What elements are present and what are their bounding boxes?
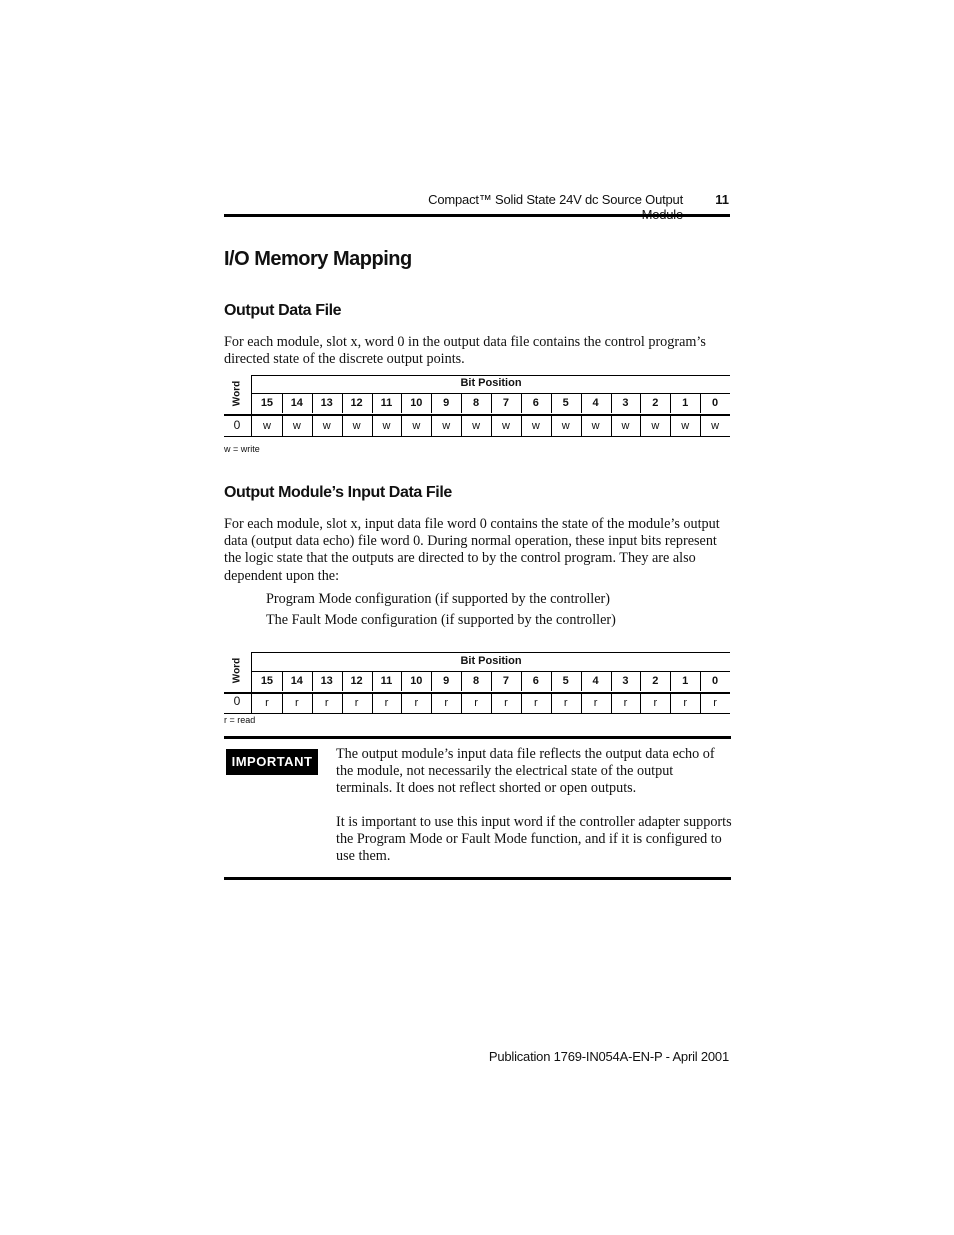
cell-divider (521, 693, 522, 713)
section-heading-input-data-file: Output Module’s Input Data File (224, 484, 452, 501)
cell-divider (521, 416, 522, 436)
cell-divider (581, 393, 582, 413)
important-badge: IMPORTANT (226, 749, 318, 775)
table-row-word: 0 (233, 694, 241, 708)
cell-divider (312, 416, 313, 436)
publication-footer: Publication 1769-IN054A-EN-P - April 2001 (488, 1049, 729, 1064)
bit-value-cell: r (265, 697, 269, 709)
bit-header-cell: 10 (410, 675, 423, 687)
bit-value-cell: r (713, 697, 717, 709)
table-row-word: 0 (233, 418, 241, 432)
section-paragraph-output-data-file: For each module, slot x, word 0 in the output data file contains the control program’s directed state of the discrete output points. (224, 334, 706, 368)
cell-divider (372, 693, 373, 713)
cell-divider (342, 416, 343, 436)
bit-value-cell: r (533, 697, 538, 709)
cell-divider (640, 416, 641, 436)
cell-divider (700, 416, 701, 436)
cell-divider (431, 416, 432, 436)
cell-divider (640, 393, 641, 413)
bit-header-cell: 4 (592, 397, 599, 409)
cell-divider (551, 693, 552, 713)
cell-divider (670, 416, 671, 436)
bit-table-input (224, 652, 730, 714)
bit-header-cell: 6 (532, 397, 539, 409)
bit-value-cell: r (653, 697, 658, 709)
cell-divider (282, 671, 283, 691)
cell-divider (401, 416, 402, 436)
cell-divider (282, 693, 283, 713)
bit-header-cell: 0 (712, 675, 719, 687)
cell-divider (581, 671, 582, 691)
bit-header-cell: 13 (320, 675, 333, 687)
cell-divider (611, 671, 612, 691)
bit-header-cell: 9 (443, 675, 450, 687)
bit-header-cell: 2 (652, 675, 659, 687)
important-top-rule (224, 736, 731, 739)
bit-header-cell: 6 (532, 675, 539, 687)
cell-divider (581, 416, 582, 436)
table-note: w = write (224, 444, 260, 454)
bit-value-cell: r (354, 697, 359, 709)
cell-divider (461, 416, 462, 436)
cell-divider (551, 416, 552, 436)
bit-value-cell: w (442, 420, 451, 432)
bit-value-cell: w (292, 420, 301, 432)
bit-value-cell: w (412, 420, 421, 432)
cell-divider (431, 693, 432, 713)
important-paragraph: The output module’s input data file reflects the output data echo of the module, not necessarily the electrical state of the output terminals. It does not reflect shorted or open outputs. (336, 746, 715, 797)
cell-divider (372, 416, 373, 436)
list-item: Program Mode configuration (if supported by the controller) (266, 591, 610, 607)
section-paragraph-input-data-file: For each module, slot x, input data file word 0 contains the state of the module’s output data (output data echo) file word 0. During normal operation, these input bits represent the logic state that the outputs are directed to by the control program. They are also dependent upon the: (224, 516, 720, 584)
cell-divider (342, 671, 343, 691)
cell-divider (700, 671, 701, 691)
cell-divider (670, 393, 671, 413)
cell-divider (551, 671, 552, 691)
cell-divider (461, 393, 462, 413)
bit-header-cell: 12 (350, 675, 363, 687)
bit-value-cell: r (414, 697, 419, 709)
bit-value-cell: w (262, 420, 271, 432)
cell-divider (491, 693, 492, 713)
cell-divider (431, 393, 432, 413)
bit-header-cell: 10 (410, 397, 423, 409)
bit-header-cell: 15 (260, 675, 274, 687)
bit-value-cell: w (501, 420, 510, 432)
bit-header-cell: 5 (562, 397, 569, 409)
bit-value-cell: r (623, 697, 628, 709)
cell-divider (611, 693, 612, 713)
bit-header-cell: 11 (380, 675, 393, 687)
bit-header-cell: 13 (320, 397, 333, 409)
bit-header-cell: 8 (473, 397, 480, 409)
cell-divider (670, 671, 671, 691)
list-item: The Fault Mode configuration (if supported by the controller) (266, 612, 616, 628)
cell-divider (491, 671, 492, 691)
bit-value-cell: w (322, 420, 331, 432)
word-column-label: Word (231, 657, 243, 684)
bit-value-cell: w (711, 420, 720, 432)
bit-header-cell: 9 (443, 397, 450, 409)
bit-header-cell: 7 (502, 675, 509, 687)
bit-table-output (224, 375, 730, 437)
bit-value-cell: w (651, 420, 660, 432)
cell-divider (372, 671, 373, 691)
bit-value-cell: r (504, 697, 508, 709)
bit-value-cell: w (621, 420, 630, 432)
cell-divider (670, 693, 671, 713)
table-note: r = read (224, 715, 256, 725)
bit-header-cell: 7 (502, 397, 509, 409)
cell-divider (431, 671, 432, 691)
cell-divider (581, 693, 582, 713)
cell-divider (521, 393, 522, 413)
cell-divider (700, 693, 701, 713)
cell-divider (312, 693, 313, 713)
cell-divider (312, 671, 313, 691)
cell-divider (461, 693, 462, 713)
bit-position-label: Bit Position (460, 377, 522, 389)
page-number: 11 (715, 192, 729, 207)
running-header: Compact™ Solid State 24V dc Source Output (428, 192, 683, 207)
bit-header-cell: 2 (652, 397, 659, 409)
bit-value-cell: r (683, 697, 688, 709)
cell-divider (551, 393, 552, 413)
cell-divider (401, 393, 402, 413)
bit-header-cell: 1 (682, 675, 689, 687)
cell-divider (491, 416, 492, 436)
bit-header-cell: 14 (290, 397, 303, 409)
cell-divider (461, 671, 462, 691)
bit-value-cell: w (352, 420, 361, 432)
bit-header-cell: 8 (473, 675, 480, 687)
bit-value-cell: w (591, 420, 600, 432)
cell-divider (282, 416, 283, 436)
important-paragraph: It is important to use this input word if the controller adapter supports the Program Mode or Fault Mode function, and if it is configured to use them. (336, 814, 732, 865)
header-rule (224, 214, 730, 217)
cell-divider (282, 393, 283, 413)
cell-divider (521, 671, 522, 691)
bit-header-cell: 15 (260, 397, 274, 409)
bit-position-label: Bit Position (460, 655, 522, 667)
bit-value-cell: w (472, 420, 481, 432)
cell-divider (401, 693, 402, 713)
cell-divider (401, 671, 402, 691)
bit-header-cell: 3 (622, 675, 629, 687)
cell-divider (640, 671, 641, 691)
cell-divider (372, 393, 373, 413)
bit-value-cell: w (531, 420, 540, 432)
cell-divider (640, 693, 641, 713)
cell-divider (700, 393, 701, 413)
bit-header-cell: 14 (290, 675, 303, 687)
section-heading-output-data-file: Output Data File (224, 302, 342, 319)
bit-value-cell: r (474, 697, 478, 709)
bit-value-cell: w (561, 420, 570, 432)
important-bottom-rule (224, 877, 731, 880)
bit-header-cell: 11 (380, 397, 393, 409)
bit-value-cell: r (294, 697, 299, 709)
bit-header-cell: 5 (562, 675, 569, 687)
bit-value-cell: r (324, 697, 329, 709)
bit-header-cell: 0 (712, 397, 719, 409)
cell-divider (342, 693, 343, 713)
bit-header-cell: 3 (622, 397, 629, 409)
bit-value-cell: r (563, 697, 568, 709)
cell-divider (312, 393, 313, 413)
bit-value-cell: w (382, 420, 391, 432)
cell-divider (611, 416, 612, 436)
cell-divider (491, 393, 492, 413)
bit-header-cell: 12 (350, 397, 363, 409)
bit-header-cell: 4 (592, 675, 599, 687)
cell-divider (611, 393, 612, 413)
bit-value-cell: r (384, 697, 389, 709)
bit-header-cell: 1 (682, 397, 689, 409)
bit-value-cell: w (681, 420, 690, 432)
bit-value-cell: r (444, 697, 449, 709)
bit-value-cell: r (593, 697, 598, 709)
cell-divider (342, 393, 343, 413)
word-column-label: Word (231, 380, 243, 407)
main-heading: I/O Memory Mapping (224, 248, 412, 270)
